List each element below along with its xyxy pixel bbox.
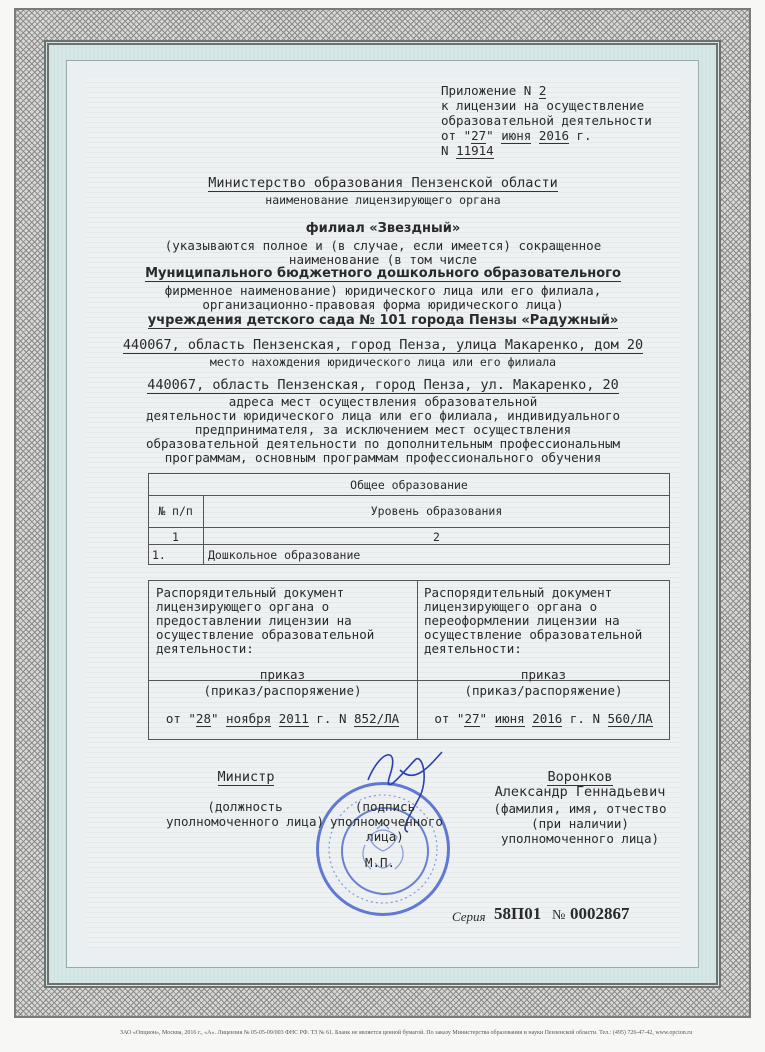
date-g: г. (576, 128, 592, 143)
stamp-mark: М.П. (364, 855, 396, 870)
right-doc-date (417, 712, 670, 726)
right-year: 2016 (532, 711, 563, 726)
left-month: ноября (226, 711, 272, 726)
org-name-line1 (86, 267, 680, 281)
col-num-header: № п/п (158, 504, 193, 518)
licensing-organ-name (86, 176, 680, 190)
right-line5: деятельности: (424, 641, 522, 656)
right-caption: (приказ/распоряжение) (464, 683, 623, 698)
appendix-number: 2 (538, 83, 547, 98)
appendix-number-line (441, 84, 546, 98)
col-level-header: Уровень образования (370, 504, 503, 518)
left-line4: осуществление образовательной (156, 627, 375, 642)
right-quote: " (479, 711, 488, 726)
license-number: 11914 (456, 143, 494, 158)
organ-name-text: Министерство образования Пензенской области (208, 175, 558, 191)
branch-caption4: организационно-правовая форма юридического лица) (202, 297, 564, 312)
date-quote: " (486, 128, 494, 143)
left-line3: предоставлении лицензии на (156, 613, 352, 628)
license-n-label: N (441, 143, 449, 158)
table-divider (148, 495, 670, 496)
license-number-line (441, 144, 494, 158)
official-surname-text: Воронков (547, 769, 613, 785)
printer-footer: ЗАО «Опцион», Москва, 2016 г., «А». Лицензия № 05-05-09/003 ФНС РФ. ТЗ № 61. Бланк не является ценной бумагой. По заказу Министерства образования и науки Пензенской области. Тел.: (495) 726-47-42, www.opcion.ru (120, 1030, 693, 1036)
left-doc-type: приказ (259, 667, 306, 682)
right-day: 27 (464, 711, 480, 726)
appendix-line2: к лицензии на осуществление (441, 98, 645, 113)
location-address (86, 338, 680, 352)
location-caption: место нахождения юридического лица или его филиала (209, 355, 557, 369)
name-caption1: (фамилия, имя, отчество (493, 801, 667, 816)
date-day: 27 (471, 128, 487, 143)
col2-number: 2 (433, 530, 440, 544)
right-line1: Распорядительный документ (424, 585, 613, 600)
activity-address-text: 440067, область Пензенская, город Пенза, ул. Макаренко, 20 (147, 377, 619, 393)
table-divider (148, 527, 670, 528)
branch-caption1: (указываются полное и (в случае, если имеется) сокращенное (164, 238, 602, 253)
appendix-label: Приложение N (441, 83, 532, 98)
left-day: 28 (195, 711, 211, 726)
official-position-text: Министр (217, 769, 275, 785)
right-g: г. (569, 711, 585, 726)
sign-caption3: лица) (366, 829, 404, 844)
activity-caption4: образовательной деятельности по дополнительным профессиональным (145, 436, 621, 451)
org-name-line2-text: учреждения детского сада № 101 города Пензы «Радужный» (147, 313, 619, 328)
licensing-organ-caption: наименование лицензирующего органа (265, 193, 501, 207)
table-title: Общее образование (350, 478, 468, 492)
name-caption3: уполномоченного лица) (500, 831, 660, 846)
location-address-text: 440067, область Пензенская, город Пенза, улица Макаренко, дом 20 (122, 337, 644, 353)
serial-series: 58П01 (494, 904, 542, 923)
left-number: 852/ЛА (354, 711, 400, 726)
row-number: 1. (152, 548, 166, 562)
activity-caption1: адреса мест осуществления образовательной (228, 394, 538, 409)
right-month: июня (494, 711, 525, 726)
right-line3: переоформлении лицензии на (424, 613, 620, 628)
left-year: 2011 (278, 711, 309, 726)
position-caption1: (должность (207, 799, 283, 814)
official-position (196, 770, 296, 784)
appendix-line3: образовательной деятельности (441, 113, 652, 128)
position-caption2: уполномоченного лица) (165, 814, 325, 829)
right-line2: лицензирующего органа о (424, 599, 598, 614)
branch-caption2: наименование (в том числе (288, 252, 478, 267)
activity-caption2: деятельности юридического лица или его филиала, индивидуального (145, 408, 621, 423)
left-n: N (338, 711, 347, 726)
name-caption2: (при наличии) (531, 816, 629, 831)
branch-name: филиал «Звездный» (305, 221, 461, 236)
branch-caption3: фирменное наименование) юридического лица или его филиала, (164, 283, 602, 298)
serial-number-sign: № (552, 908, 566, 923)
left-g: г. (316, 711, 332, 726)
col1-number: 1 (172, 530, 179, 544)
left-quote: " (210, 711, 219, 726)
date-year: 2016 (538, 128, 569, 143)
right-from: от " (434, 711, 465, 726)
left-line1: Распорядительный документ (156, 585, 345, 600)
left-caption: (приказ/распоряжение) (203, 683, 362, 698)
activity-caption5: программам, основным программам профессионального обучения (164, 450, 602, 465)
official-surname (480, 770, 680, 784)
activity-caption3: предпринимателя, за исключением мест осуществления (194, 422, 572, 437)
org-name-line2 (86, 314, 680, 328)
right-number: 560/ЛА (607, 711, 653, 726)
right-line4: осуществление образовательной (424, 627, 643, 642)
left-line5: деятельности: (156, 641, 254, 656)
activity-address (86, 378, 680, 392)
official-first-name: Александр Геннадьевич (494, 784, 666, 800)
sign-caption1: (подпись (354, 799, 416, 814)
appendix-date (441, 129, 592, 143)
serial-label: Серия (452, 909, 486, 924)
left-doc-date (148, 712, 417, 726)
date-month: июня (501, 128, 532, 143)
serial-number: 0002867 (570, 904, 630, 923)
right-doc-type: приказ (520, 667, 567, 682)
sign-caption2: уполномоченного (330, 814, 443, 829)
left-from: от " (165, 711, 196, 726)
row-level: Дошкольное образование (208, 548, 361, 562)
right-n: N (592, 711, 600, 726)
table-divider (148, 544, 670, 545)
date-from: от " (441, 128, 472, 143)
org-name-line1-text: Муниципального бюджетного дошкольного образовательного (145, 266, 621, 281)
left-line2: лицензирующего органа о (156, 599, 330, 614)
